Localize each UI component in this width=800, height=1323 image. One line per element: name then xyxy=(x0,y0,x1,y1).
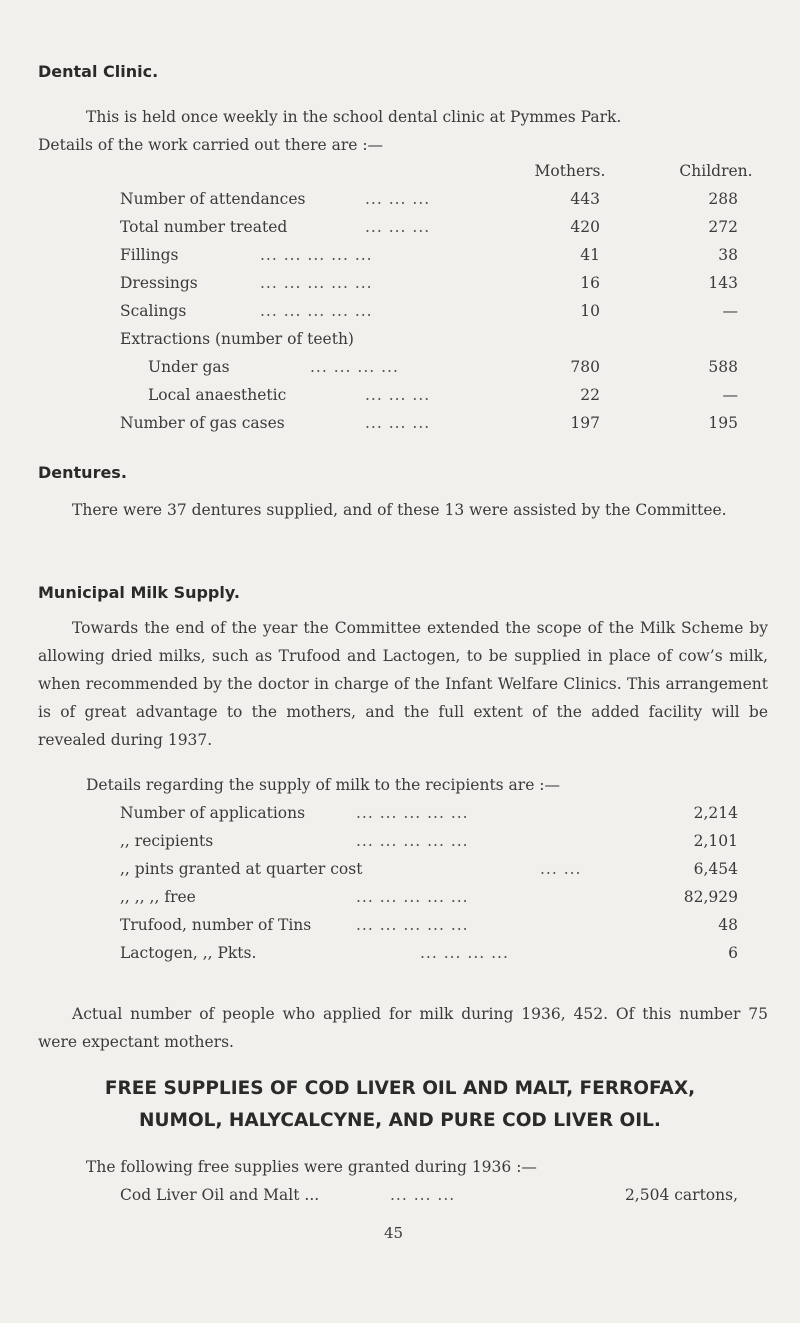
cod-liver-oil-label: Cod Liver Oil and Malt ... xyxy=(120,1186,320,1204)
dental-children-value: 288 xyxy=(708,190,738,208)
free-supplies-intro: The following free supplies were granted during 1936 :— xyxy=(86,1158,537,1176)
leader-dots: ... ... ... xyxy=(365,218,431,236)
page-number: 45 xyxy=(384,1224,404,1242)
milk-value: 82,929 xyxy=(683,888,738,906)
leader-dots: ... ... ... ... ... xyxy=(260,246,373,264)
leader-dots: ... ... ... xyxy=(390,1186,456,1204)
dental-mothers-value: 420 xyxy=(570,218,600,236)
leader-dots: ... ... ... ... xyxy=(420,944,509,962)
dental-row-label: Number of attendances xyxy=(120,190,306,208)
dental-mothers-value: 22 xyxy=(580,386,600,404)
milk-text: Towards the end of the year the Committee extended the scope of the Milk Scheme by allowing dried milks, such as Trufood and Lactogen, to be supplied in place of cow’s milk, when recommended by the doctor in charge of the Infant Welfare Clinics. This arrangement is of great advantage to the mothers, and the full extent of the added facility will be revealed during 1937. xyxy=(38,619,768,749)
dental-row-label: Extractions (number of teeth) xyxy=(120,330,354,348)
milk-actual-text: Actual number of people who applied for milk during 1936, 452. Of this number 75 were expectant mothers. xyxy=(38,1005,768,1051)
leader-dots: ... ... ... ... ... xyxy=(260,302,373,320)
free-supplies-heading-line1: FREE SUPPLIES OF COD LIVER OIL AND MALT, FERROFAX, xyxy=(104,1078,696,1099)
dental-row-label: Number of gas cases xyxy=(120,414,285,432)
dental-children-value: 38 xyxy=(718,246,738,264)
leader-dots: ... ... ... xyxy=(365,190,431,208)
leader-dots: ... ... ... ... ... xyxy=(356,832,469,850)
dental-row-label: Scalings xyxy=(120,302,187,320)
dental-children-value: — xyxy=(722,386,738,404)
dental-mothers-value: 197 xyxy=(570,414,600,432)
leader-dots: ... ... ... ... ... xyxy=(356,916,469,934)
milk-row-label: Number of applications xyxy=(120,804,306,822)
milk-value: 48 xyxy=(718,916,738,934)
milk-row-label: ,, pints granted at quarter cost xyxy=(120,860,363,878)
free-supplies-heading-line2: NUMOL, HALYCALCYNE, AND PURE COD LIVER OIL. xyxy=(139,1110,661,1131)
dental-mothers-value: 41 xyxy=(580,246,600,264)
leader-dots: ... ... ... ... ... xyxy=(356,804,469,822)
dental-intro-line2: Details of the work carried out there are :— xyxy=(38,136,384,154)
dental-clinic-heading: Dental Clinic. xyxy=(38,62,159,81)
leader-dots: ... ... ... xyxy=(365,386,431,404)
dental-row-label: Local anaesthetic xyxy=(148,386,287,404)
leader-dots: ... ... ... ... xyxy=(310,358,399,376)
col-header-mothers: Mothers. xyxy=(534,162,606,180)
leader-dots: ... ... xyxy=(540,860,582,878)
dental-children-value: 143 xyxy=(708,274,738,292)
dental-children-value: 195 xyxy=(708,414,738,432)
dental-mothers-value: 10 xyxy=(580,302,600,320)
milk-row-label: ,, ,, ,, free xyxy=(120,888,196,906)
milk-supply-heading: Municipal Milk Supply. xyxy=(38,583,240,602)
dental-intro-line1: This is held once weekly in the school dental clinic at Pymmes Park. xyxy=(86,108,622,126)
milk-row-label: ,, recipients xyxy=(120,832,214,850)
dental-row-label: Under gas xyxy=(148,358,230,376)
leader-dots: ... ... ... ... ... xyxy=(356,888,469,906)
leader-dots: ... ... ... ... ... xyxy=(260,274,373,292)
milk-value: 6,454 xyxy=(693,860,738,878)
cod-liver-oil-value: 2,504 cartons, xyxy=(624,1186,738,1204)
leader-dots: ... ... ... xyxy=(365,414,431,432)
dentures-text: There were 37 dentures supplied, and of these 13 were assisted by the Committee. xyxy=(72,501,727,519)
milk-actual-paragraph xyxy=(38,1000,768,1056)
dental-children-value: 272 xyxy=(708,218,738,236)
milk-paragraph xyxy=(38,614,768,754)
milk-value: 2,214 xyxy=(693,804,738,822)
dental-children-value: — xyxy=(722,302,738,320)
milk-row-label: Lactogen, ,, Pkts. xyxy=(120,944,257,962)
dental-row-label: Dressings xyxy=(120,274,198,292)
dentures-heading: Dentures. xyxy=(38,463,127,482)
milk-details-intro: Details regarding the supply of milk to the recipients are :— xyxy=(86,776,561,794)
milk-row-label: Trufood, number of Tins xyxy=(120,916,312,934)
dental-row-label: Fillings xyxy=(120,246,179,264)
dentures-paragraph xyxy=(38,496,768,524)
dental-mothers-value: 16 xyxy=(580,274,600,292)
col-header-children: Children. xyxy=(679,162,753,180)
milk-value: 2,101 xyxy=(693,832,738,850)
milk-value: 6 xyxy=(728,944,738,962)
dental-mothers-value: 443 xyxy=(570,190,600,208)
dental-row-label: Total number treated xyxy=(120,218,288,236)
dental-mothers-value: 780 xyxy=(570,358,600,376)
dental-children-value: 588 xyxy=(708,358,738,376)
